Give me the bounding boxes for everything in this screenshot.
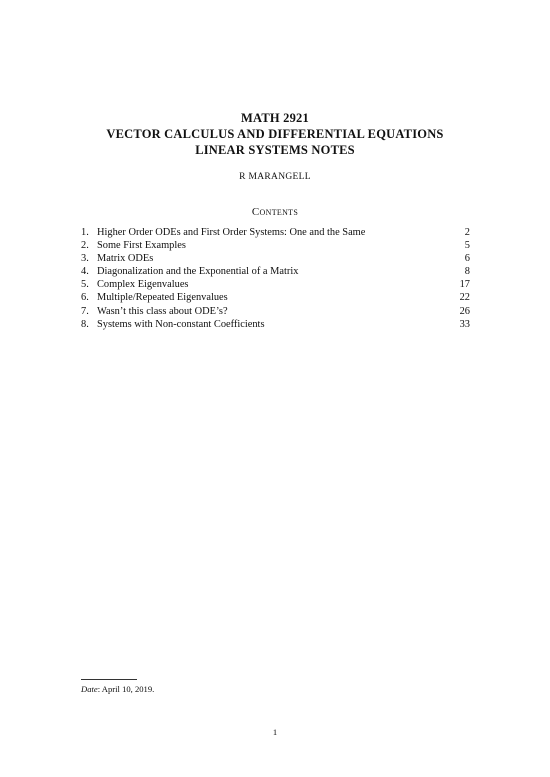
toc-item-page: 5 <box>464 240 470 252</box>
author-name: R MARANGELL <box>239 172 311 182</box>
toc-item-title: Matrix ODEs <box>97 253 154 265</box>
footnote-text: : April 10, 2019. <box>97 684 155 694</box>
toc-item-title: Multiple/Repeated Eigenvalues <box>97 292 228 304</box>
toc-item-number: 4. <box>81 266 89 278</box>
contents-heading: Contents <box>251 206 299 218</box>
title-block <box>0 110 550 182</box>
toc-item-number: 5. <box>81 279 89 291</box>
toc-item-title: Systems with Non-constant Coefficients <box>97 318 265 330</box>
toc-item-number: 1. <box>81 227 89 238</box>
toc-item-number: 7. <box>81 305 89 317</box>
toc-item <box>81 226 470 239</box>
toc-item <box>81 252 470 265</box>
toc-item-page: 17 <box>459 279 470 291</box>
notes-title: LINEAR SYSTEMS NOTES <box>195 143 355 157</box>
footnote-rule <box>81 679 137 680</box>
toc-item-number: 8. <box>81 318 89 330</box>
toc-item-number: 3. <box>81 253 89 265</box>
footnote-label: Date <box>81 684 98 694</box>
date-footnote <box>81 684 154 694</box>
toc-item-number: 6. <box>81 292 89 304</box>
course-subtitle: VECTOR CALCULUS AND DIFFERENTIAL EQUATIONS <box>106 127 444 141</box>
toc-item-page: 33 <box>459 318 470 330</box>
toc-item-page: 26 <box>459 305 470 317</box>
toc-item <box>81 239 470 252</box>
toc-item <box>81 265 470 278</box>
toc-item <box>81 291 470 304</box>
toc-item-page: 6 <box>464 253 470 265</box>
toc-item-title: Diagonalization and the Exponential of a Matrix <box>97 266 299 278</box>
toc-item-title: Some First Examples <box>97 240 186 252</box>
course-title: MATH 2921 <box>241 111 309 125</box>
toc-item-number: 2. <box>81 240 89 252</box>
toc-item-title: Higher Order ODEs and First Order Systems: One and the Same <box>97 227 366 238</box>
toc-item-title: Wasn’t this class about ODE’s? <box>97 305 228 317</box>
toc-item <box>81 278 470 291</box>
table-of-contents <box>81 226 470 331</box>
toc-item <box>81 305 470 318</box>
toc-item-page: 22 <box>459 292 470 304</box>
toc-item-page: 8 <box>464 266 470 278</box>
toc-item-title: Complex Eigenvalues <box>97 279 189 291</box>
toc-item-page: 2 <box>464 227 470 238</box>
toc-item <box>81 318 470 331</box>
page-number: 1 <box>272 727 278 737</box>
